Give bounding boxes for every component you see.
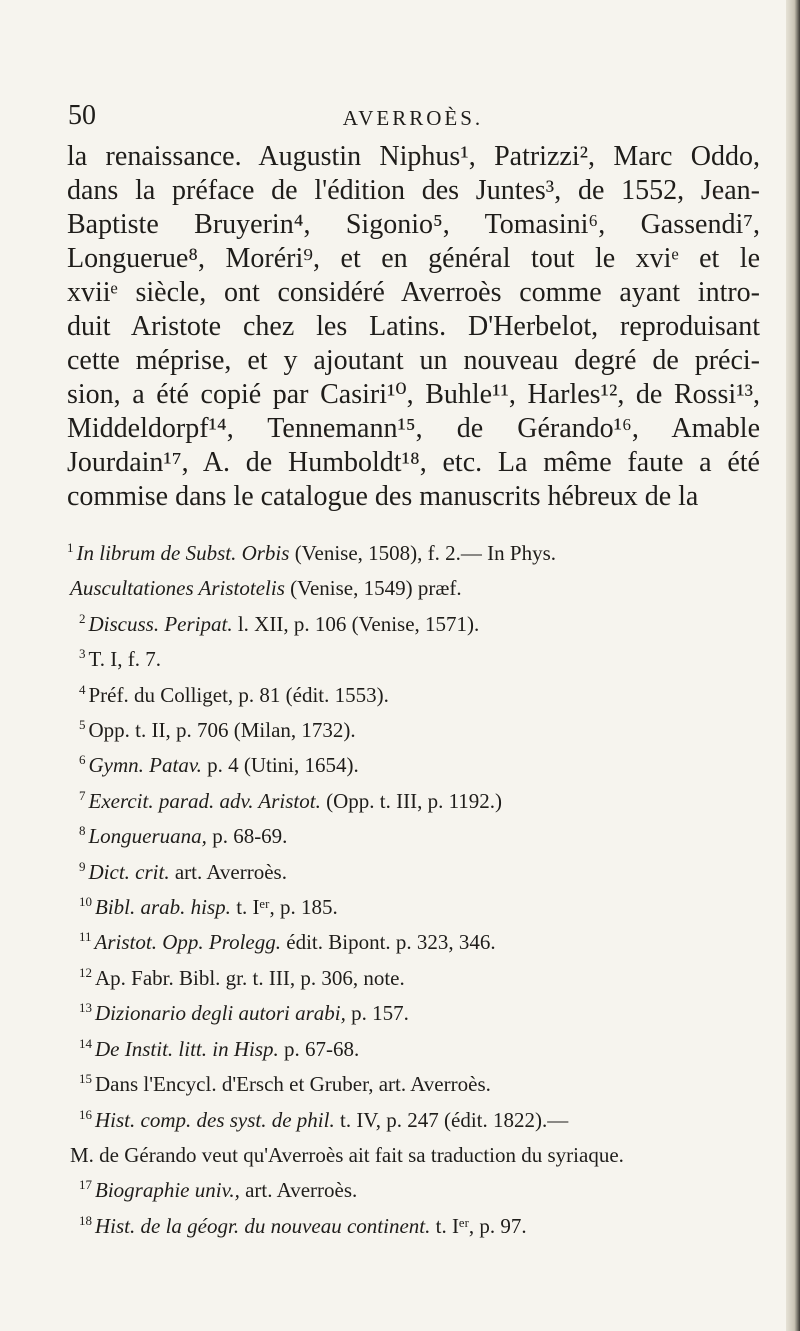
footnote-title: Aristot. Opp. Prolegg. [94, 930, 281, 955]
body-line: commise dans le catalogue des manuscrits hébreux de la [67, 481, 699, 512]
body-line: dans la préface de l'édition des Juntes³, de 1552, Jean- [67, 175, 760, 206]
footnote-text: (Venise, 1508), f. 2.— In Phys. [289, 541, 556, 565]
footnote-title: In librum de Subst. Orbis [76, 541, 290, 565]
footnote [67, 1170, 760, 1205]
footnote-title: Dict. crit. [88, 859, 170, 884]
footnote-number: 10 [79, 894, 92, 910]
footnote [67, 781, 760, 816]
body-line: cette méprise, et y ajoutant un nouveau degré de préci- [67, 345, 760, 376]
footnote [67, 852, 760, 887]
footnote [67, 639, 760, 674]
footnote-number: 1 [67, 540, 74, 555]
footnote [67, 745, 760, 780]
footnote-number: 16 [79, 1106, 92, 1122]
footnote-number: 15 [79, 1071, 92, 1087]
footnote-continuation [67, 1135, 760, 1170]
footnote-title: Hist. comp. des syst. de phil. [95, 1107, 335, 1132]
footnote-text: t. Iᵉʳ, p. 185. [230, 895, 338, 920]
footnote-text: T. I, f. 7. [88, 647, 162, 672]
footnote [67, 816, 760, 851]
page-number: 50 [68, 100, 96, 131]
footnote-text: p. 4 (Utini, 1654). [201, 753, 359, 778]
footnote [67, 710, 760, 745]
footnote-title: Auscultationes Aristotelis [70, 576, 285, 601]
body-line: xviiᵉ siècle, ont considéré Averroès comme ayant intro- [67, 277, 760, 308]
footnote-text: p. 67-68. [278, 1036, 360, 1061]
footnote-text: p. 68-69. [206, 824, 288, 849]
footnote-number: 12 [79, 964, 92, 980]
footnote-number: 14 [79, 1035, 92, 1051]
footnote-text: (Venise, 1549) præf. [284, 576, 462, 601]
footnote-number: 6 [79, 752, 86, 768]
footnotes [67, 533, 760, 1241]
footnote-title: De Instit. litt. in Hisp. [95, 1036, 279, 1061]
footnote-title: Longueruana, [88, 824, 207, 849]
footnote-number: 3 [79, 646, 86, 662]
body-line: Jourdain¹⁷, A. de Humboldt¹⁸, etc. La même faute a été [67, 447, 760, 478]
body-line: la renaissance. Augustin Niphus¹, Patrizzi², Marc Oddo, [67, 141, 760, 172]
footnote-number: 8 [79, 823, 86, 839]
footnote-text: p. 157. [345, 1001, 409, 1026]
footnote-text: (Opp. t. III, p. 1192.) [320, 788, 503, 813]
footnote-text: t. Iᵉʳ, p. 97. [430, 1213, 527, 1238]
footnote-text: M. de Gérando veut qu'Averroès ait fait sa traduction du syriaque. [70, 1142, 624, 1167]
footnote-title: Hist. de la géogr. du nouveau continent. [95, 1213, 431, 1238]
body-line: Longuerue⁸, Moréri⁹, et en général tout le xviᵉ et le [67, 243, 760, 274]
footnote-text: édit. Bipont. p. 323, 346. [281, 930, 496, 955]
page-header [68, 100, 758, 140]
footnote-text: l. XII, p. 106 (Venise, 1571). [232, 611, 480, 636]
footnote-number: 18 [79, 1212, 92, 1228]
body-line: duit Aristote chez les Latins. D'Herbelot, reproduisant [67, 311, 760, 342]
footnote-title: Discuss. Peripat. [88, 611, 233, 636]
footnote-title: Gymn. Patav. [88, 753, 202, 778]
footnote-text: Dans l'Encycl. d'Ersch et Gruber, art. Averroès. [95, 1072, 491, 1097]
footnote [67, 1064, 760, 1099]
footnote [67, 675, 760, 710]
footnote-text: Préf. du Colliget, p. 81 (édit. 1553). [88, 682, 389, 707]
footnote-number: 4 [79, 681, 86, 697]
running-head: AVERROÈS. [342, 106, 484, 130]
footnote-text: Opp. t. II, p. 706 (Milan, 1732). [88, 718, 356, 743]
footnote-title: Exercit. parad. adv. Aristot. [88, 788, 321, 813]
footnote [67, 604, 760, 639]
footnote-text: Ap. Fabr. Bibl. gr. t. III, p. 306, note. [95, 965, 405, 990]
footnote [67, 1100, 760, 1135]
footnote-title: Bibl. arab. hisp. [95, 895, 231, 920]
body-line: Middeldorpf¹⁴, Tennemann¹⁵, de Gérando¹⁶, Amable [67, 413, 760, 444]
footnote-number: 5 [79, 717, 86, 733]
footnote [67, 533, 760, 568]
footnote-number: 11 [79, 929, 92, 945]
footnote-text: art. Averroès. [169, 859, 287, 884]
footnote [67, 958, 760, 993]
footnote-number: 7 [79, 787, 86, 803]
footnote-number: 13 [79, 1000, 92, 1016]
footnote-text: t. IV, p. 247 (édit. 1822).— [334, 1107, 569, 1132]
footnote-title: Biographie univ., [95, 1178, 240, 1203]
body-paragraph [67, 140, 760, 514]
footnote-title: Dizionario degli autori arabi, [95, 1001, 346, 1026]
footnote-number: 17 [79, 1177, 92, 1193]
footnote [67, 568, 760, 603]
footnote-number: 9 [79, 858, 86, 874]
footnote [67, 922, 760, 957]
footnote [67, 1206, 760, 1241]
page-edge [786, 0, 800, 1331]
body-line: sion, a été copié par Casiri¹⁰, Buhle¹¹, Harles¹², de Rossi¹³, [67, 379, 760, 410]
body-line: Baptiste Bruyerin⁴, Sigonio⁵, Tomasini⁶, Gassendi⁷, [67, 209, 760, 240]
footnote-number: 2 [79, 610, 86, 626]
footnote-text: art. Averroès. [239, 1178, 358, 1203]
footnote [67, 993, 760, 1028]
footnote [67, 887, 760, 922]
footnote [67, 1029, 760, 1064]
